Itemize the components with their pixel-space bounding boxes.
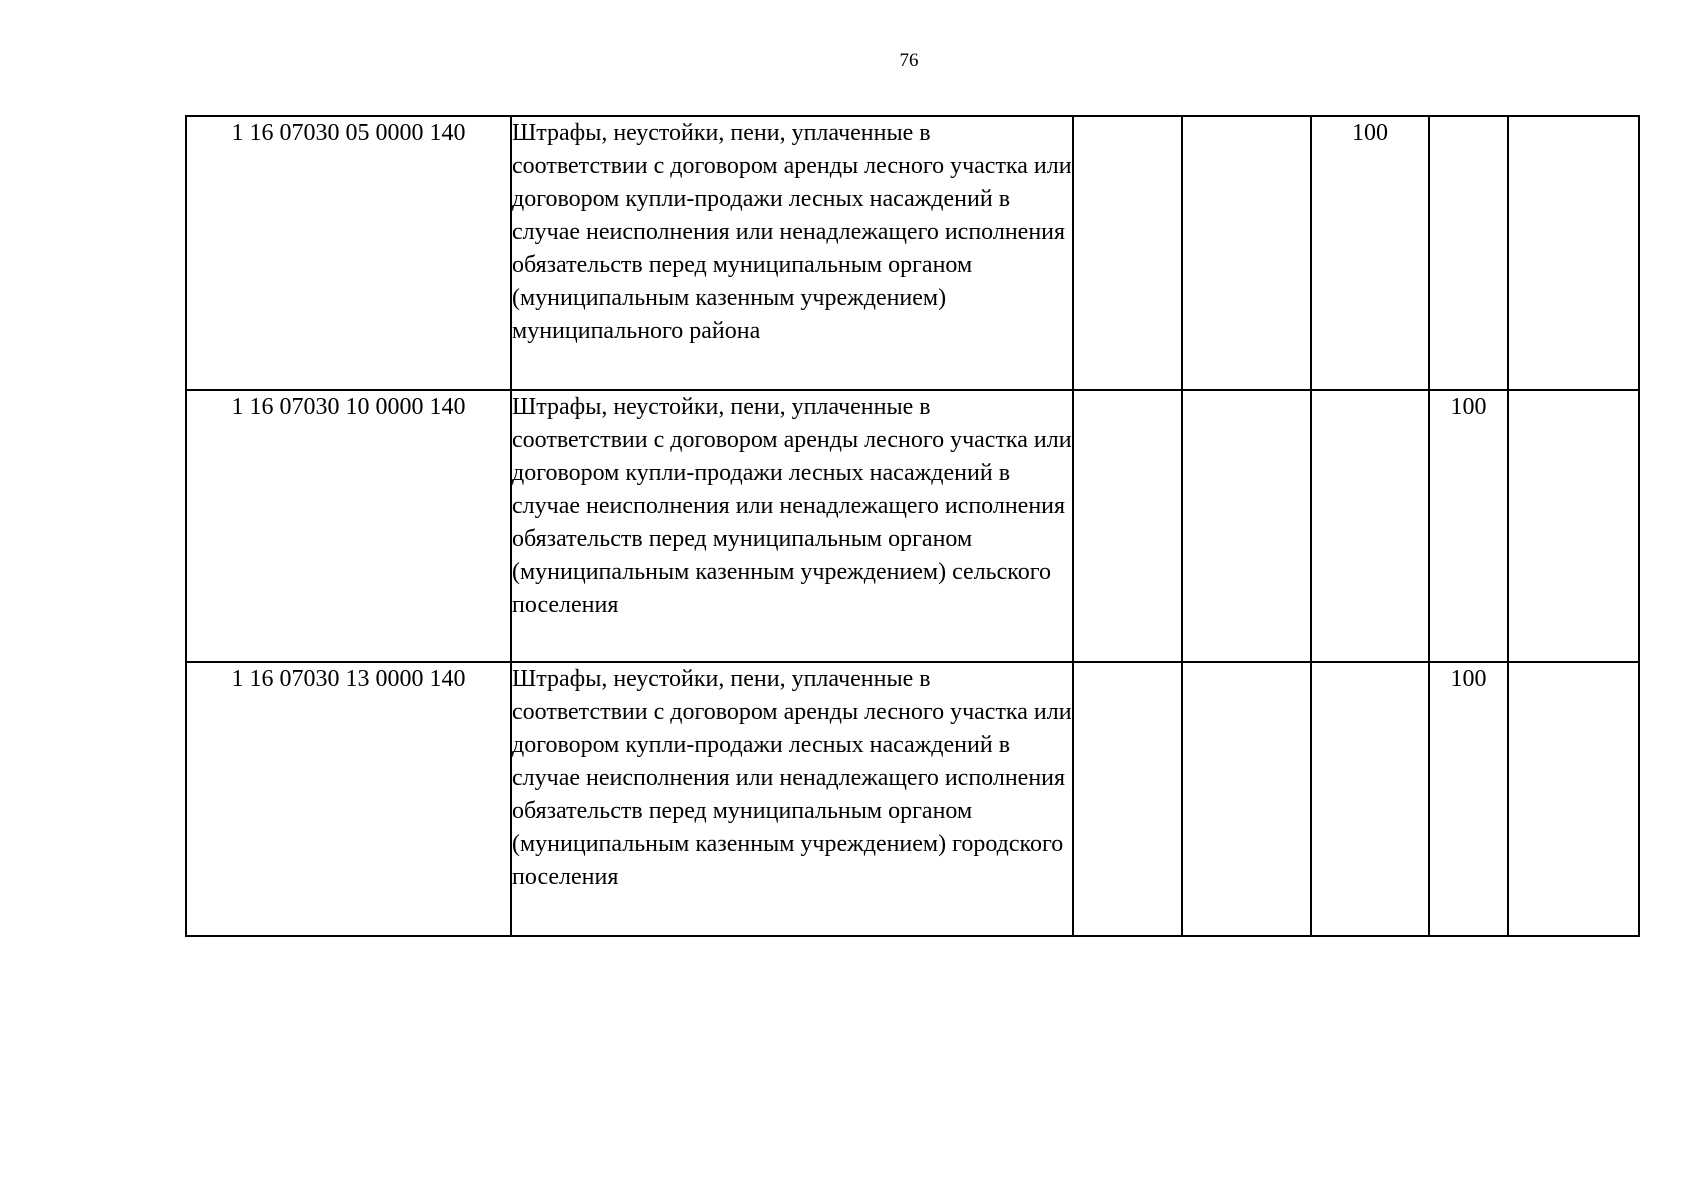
page-number: 76 [899, 50, 919, 71]
revenue-name-cell: Штрафы, неустойки, пени, уплаченные в соответствии с договором аренды лесного участка или договором купли-продажи лесных насаждений в случае неисполнения или ненадлежащего исполнения обязательств перед муниципальным органом (муниципальным казенным учреждением) муниципального района [511, 116, 1073, 390]
value-cell-3 [1311, 390, 1429, 662]
value-cell-4: 100 [1429, 662, 1508, 936]
value-cell-2 [1182, 662, 1311, 936]
value-cell-5 [1508, 390, 1639, 662]
value-cell-3 [1311, 662, 1429, 936]
value-cell-2 [1182, 390, 1311, 662]
revenue-name-cell: Штрафы, неустойки, пени, уплаченные в соответствии с договором аренды лесного участка или договором купли-продажи лесных насаждений в случае неисполнения или ненадлежащего исполнения обязательств перед муниципальным органом (муниципальным казенным учреждением) городского поселения [511, 662, 1073, 936]
table-row [186, 662, 1639, 936]
table-row [186, 390, 1639, 662]
revenue-code-cell: 1 16 07030 10 0000 140 [186, 390, 511, 662]
revenue-code-cell: 1 16 07030 05 0000 140 [186, 116, 511, 390]
value-cell-3: 100 [1311, 116, 1429, 390]
revenue-name-cell: Штрафы, неустойки, пени, уплаченные в соответствии с договором аренды лесного участка или договором купли-продажи лесных насаждений в случае неисполнения или ненадлежащего исполнения обязательств перед муниципальным органом (муниципальным казенным учреждением) сельского поселения [511, 390, 1073, 662]
value-cell-4 [1429, 116, 1508, 390]
table-row [186, 116, 1639, 390]
value-cell-5 [1508, 662, 1639, 936]
value-cell-2 [1182, 116, 1311, 390]
value-cell-5 [1508, 116, 1639, 390]
budget-classification-table [185, 115, 1640, 937]
value-cell-1 [1073, 662, 1182, 936]
value-cell-4: 100 [1429, 390, 1508, 662]
value-cell-1 [1073, 116, 1182, 390]
value-cell-1 [1073, 390, 1182, 662]
revenue-code-cell: 1 16 07030 13 0000 140 [186, 662, 511, 936]
